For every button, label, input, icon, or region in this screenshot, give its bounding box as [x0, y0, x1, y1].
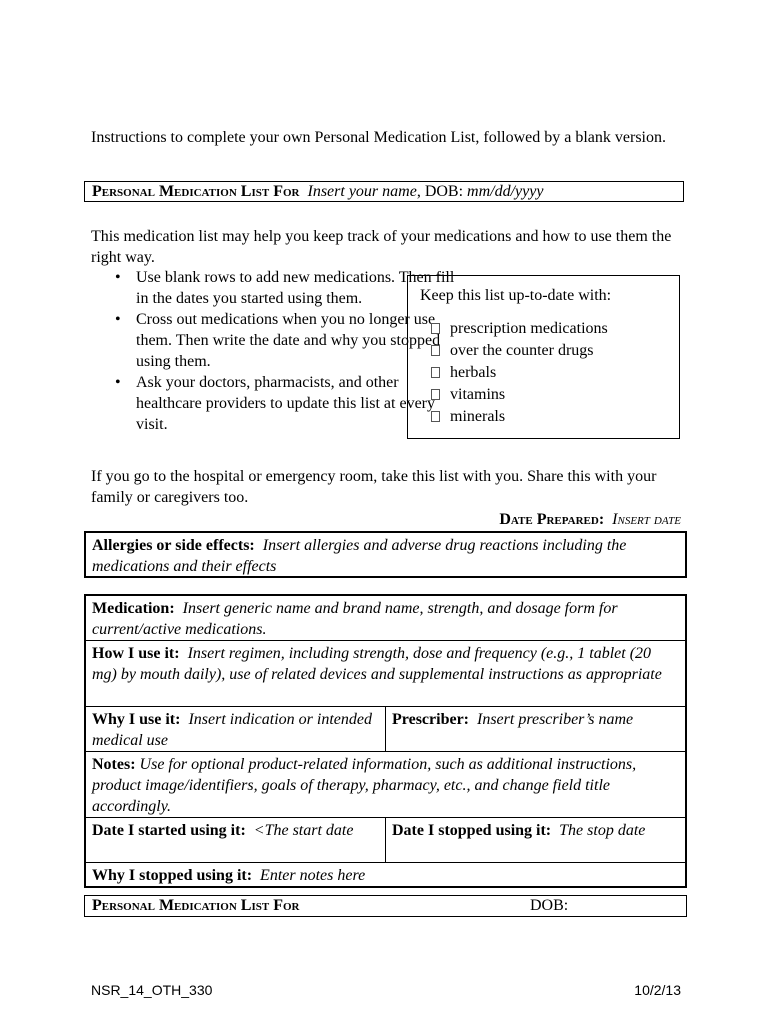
keep-up-to-date-box: [407, 275, 680, 439]
why-stopped-value: Enter notes here: [260, 867, 366, 884]
bullet-item: • Ask your doctors, pharmacists, and other healthcare providers to update this list at every visit.: [136, 372, 456, 435]
notes-value: Use for optional product-related information, such as additional instructions, product image/identifiers, goals of therapy, pharmacy, etc., and change field title accordingly.: [92, 756, 637, 815]
keep-box-item: prescription medications: [450, 318, 679, 340]
prescriber-label: Prescriber:: [392, 711, 469, 728]
keep-box-item: herbals: [450, 362, 679, 384]
table-row: [85, 595, 686, 641]
table-row: [85, 641, 686, 707]
blank-list-header: [84, 895, 687, 917]
why-value: Insert indication or intended medical use: [92, 711, 372, 749]
intro-text: Instructions to complete your own Personal Medication List, followed by a blank version.: [91, 129, 666, 146]
why-stopped-label: Why I stopped using it:: [92, 867, 253, 884]
medication-table: [84, 594, 687, 888]
why-label: Why I use it:: [92, 711, 181, 728]
allergies-value[interactable]: Insert allergies and adverse drug reactions including the medications and their effects: [92, 537, 627, 575]
description-paragraph: This medication list may help you keep track of your medications and how to use them the right way.: [91, 228, 672, 266]
bullet-item: • Use blank rows to add new medications. Then fill in the dates you started using them.: [136, 267, 456, 309]
name-placeholder[interactable]: Insert your name: [307, 183, 417, 200]
table-row: [85, 863, 686, 888]
checkbox-icon[interactable]: [431, 323, 440, 334]
checkbox-icon[interactable]: [431, 367, 440, 378]
why-cell[interactable]: [85, 707, 386, 752]
how-cell[interactable]: [85, 641, 686, 707]
medication-label: Medication:: [92, 600, 175, 617]
prescriber-cell[interactable]: [386, 707, 687, 752]
notes-label: Notes:: [92, 756, 136, 773]
date-prepared: [499, 509, 681, 530]
started-value: <The start date: [253, 822, 354, 839]
checkbox-icon[interactable]: [431, 389, 440, 400]
table-row: [85, 818, 686, 863]
stopped-value: The stop date: [559, 822, 646, 839]
keep-box-item: vitamins: [450, 384, 679, 406]
medication-value: Insert generic name and brand name, strength, and dosage form for current/active medications.: [92, 600, 618, 638]
footer-code: NSR_14_OTH_330: [91, 982, 213, 998]
table-row: [85, 707, 686, 752]
medication-cell[interactable]: [85, 595, 686, 641]
medication-list-header: [84, 181, 684, 202]
allergies-box: [84, 531, 687, 578]
how-label: How I use it:: [92, 645, 180, 662]
how-value: Insert regimen, including strength, dose and frequency (e.g., 1 tablet (20 mg) by mouth daily), use of related devices and supplemental instructions as appropriate: [92, 645, 662, 683]
instruction-bullets: [91, 267, 456, 435]
started-label: Date I started using it:: [92, 822, 246, 839]
hospital-paragraph: If you go to the hospital or emergency room, take this list with you. Share this with your family or caregivers too.: [91, 468, 657, 506]
stopped-cell[interactable]: [386, 818, 687, 863]
keep-box-item: minerals: [450, 406, 679, 428]
checkbox-icon[interactable]: [431, 411, 440, 422]
bullet-item: • Cross out medications when you no longer use them. Then write the date and why you stopped using them.: [136, 309, 456, 372]
dob-label: , DOB:: [416, 183, 468, 200]
keep-box-title: Keep this list up-to-date with:: [420, 287, 612, 304]
blank-header-title: Personal Medication List For: [92, 897, 300, 914]
started-cell[interactable]: [85, 818, 386, 863]
checkbox-icon[interactable]: [431, 345, 440, 356]
prescriber-value: Insert prescriber’s name: [477, 711, 634, 728]
date-prepared-label: Date Prepared:: [499, 511, 605, 528]
footer-date: 10/2/13: [634, 982, 681, 998]
blank-dob-label[interactable]: DOB:: [530, 897, 569, 914]
stopped-label: Date I stopped using it:: [392, 822, 552, 839]
table-row: [85, 752, 686, 818]
header-title: Personal Medication List For: [92, 183, 300, 200]
keep-box-item: over the counter drugs: [450, 340, 679, 362]
why-stopped-cell[interactable]: [85, 863, 686, 888]
allergies-label: Allergies or side effects:: [92, 537, 255, 554]
notes-cell[interactable]: [85, 752, 686, 818]
date-prepared-value[interactable]: Insert date: [612, 511, 681, 528]
dob-placeholder[interactable]: mm/dd/yyyy: [467, 183, 544, 200]
